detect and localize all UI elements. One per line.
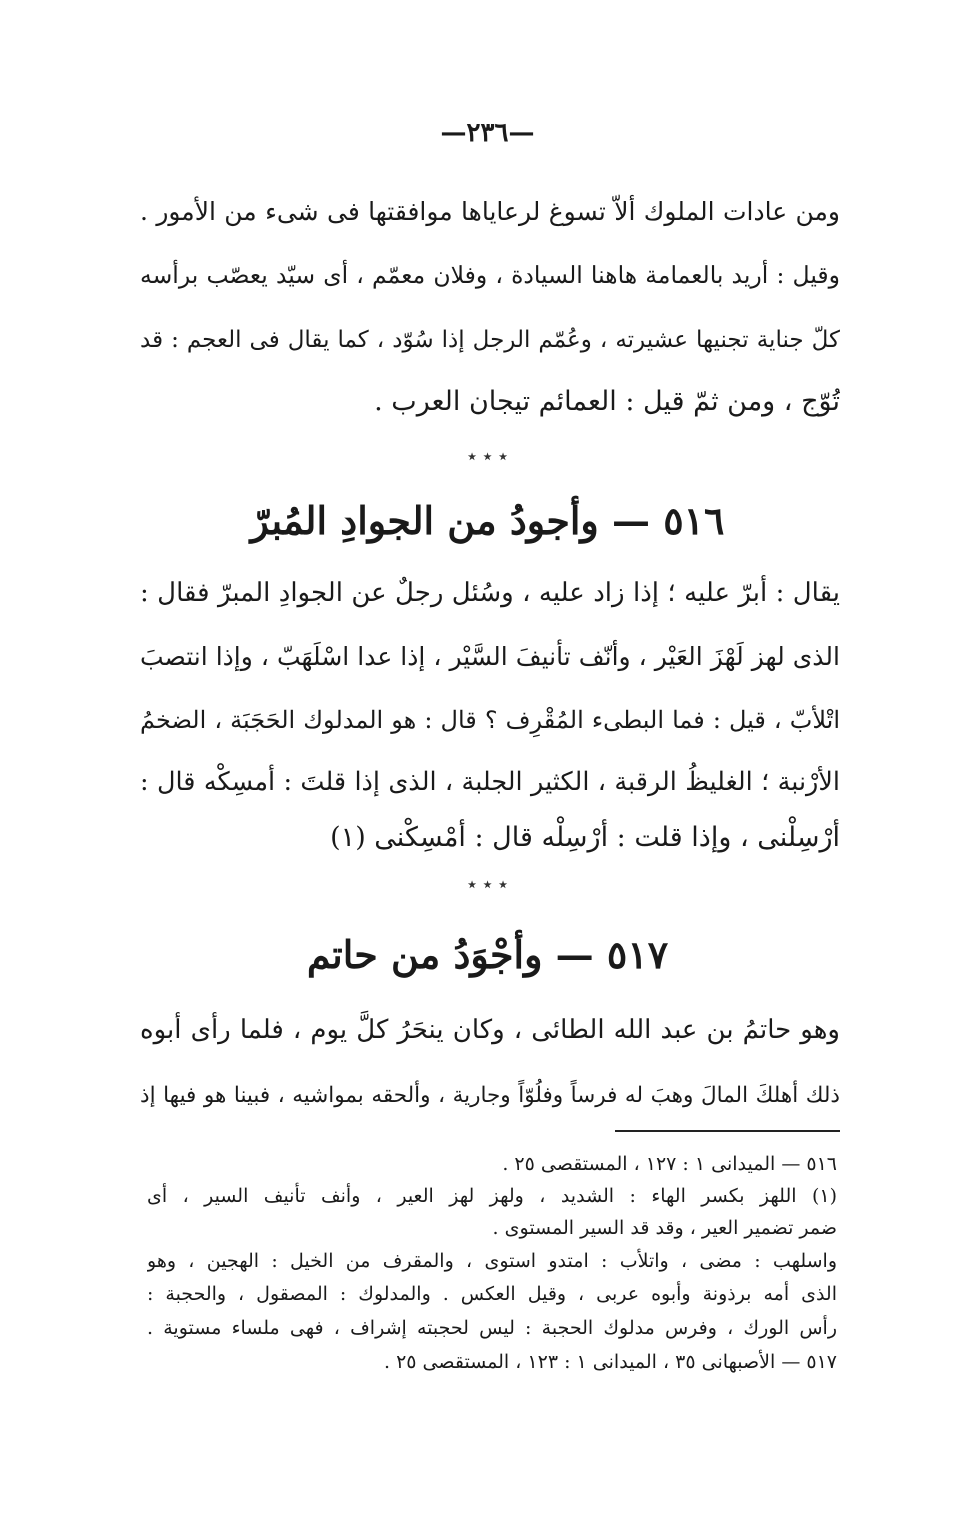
proverb-516-line-4: الأرْنبة ؛ الغليظُ الرقبة ، الكثير الجلبة ، الذى إذا قلتَ : أمسِكْه قال : [140,767,840,797]
footnote-line-5: الذى أمه برذونة وأبوه عربى ، وقيل العكس . والمدلوك : المصقول ، والحجبة : [147,1283,837,1305]
proverb-516-line-5: أرْسِلْنى ، وإذا قلت : أرْسِلْه قال : أمْسِكْنى (١) [330,822,840,853]
footnote-line-6: رأس الورك ، وفرس مدلوك الحجبة : ليس لحجبته إشراف ، فهى ملساء مستوية . [147,1317,837,1339]
proverb-516-line-3: اتْلأبّ ، قيل : فما البطىء المُقْرِف ؟ قال : هو المدلوك الحَجَبَة ، الضخمُ [140,706,840,734]
footnote-line-2: (١) اللهز بكسر الهاء : الشديد ، ولهز لهز العير ، وأنف تأنيف السير ، أى [147,1185,837,1207]
proverb-516-line-2: الذى لهز لَهْزَ العَيْر ، وأنّف تأنيفَ السَّيْر ، إذا عدا اسْلَهَبّ ، وإذا انتصبَ [140,642,840,671]
footnote-line-7: ٥١٧ — الأصبهانى ٣٥ ، الميدانى ١ : ١٢٣ ، المستقصى ٢٥ . [383,1351,837,1373]
footnote-line-1: ٥١٦ — الميدانى ١ : ١٢٧ ، المستقصى ٢٥ . [502,1153,837,1175]
proverb-517-line-2: ذلك أهلكَ المالَ وهبَ له فرساً وفلُوّاً وجارية ، وألحقه بمواشيه ، فبينا هو فيها إذ [140,1083,840,1108]
page-number: —٢٣٦— [440,118,535,148]
intro-line-4: تُوّج ، ومن ثمّ قيل : العمائم تيجان العرب . [374,386,840,417]
section-separator: ٭ ٭ ٭ [467,874,508,895]
section-separator: ٭ ٭ ٭ [467,446,508,467]
footnote-line-3: ضمر تضمير العير ، وقد قد السير المستوى . [492,1217,837,1239]
proverb-517-heading: ٥١٧ — وأجْوَدُ من حاتم [306,932,669,977]
intro-line-2: وقيل : أريد بالعمامة هاهنا السيادة ، وفلان معمّم ، أى سيّد يعصّب برأسه [140,261,840,289]
proverb-517-line-1: وهو حاتمُ بن عبد الله الطائى ، وكان ينحَرُ كلَّ يوم ، فلما رأى أبوه [140,1015,840,1045]
intro-line-1: ومن عادات الملوك ألاّ تسوغ لرعاياها موافقتها فى شىء من الأمور . [140,197,840,226]
footnote-line-4: واسلهب : مضى ، واتلأب : امتدو استوى ، والمقرف من الخيل : الهجين ، وهو [147,1250,837,1272]
proverb-516-line-1: يقال : أبرّ عليه ؛ إذا زاد عليه ، وسُئل رجلٌ عن الجوادِ المبرّ فقال : [140,578,840,608]
proverb-516-heading: ٥١٦ — وأجودُ من الجوادِ المُبرّ [250,498,725,543]
footnote-rule [615,1130,840,1132]
intro-line-3: كلّ جناية تجنيها عشيرته ، وعُمّم الرجل إذا سُوّد ، كما يقال فى العجم : قد [140,327,840,353]
